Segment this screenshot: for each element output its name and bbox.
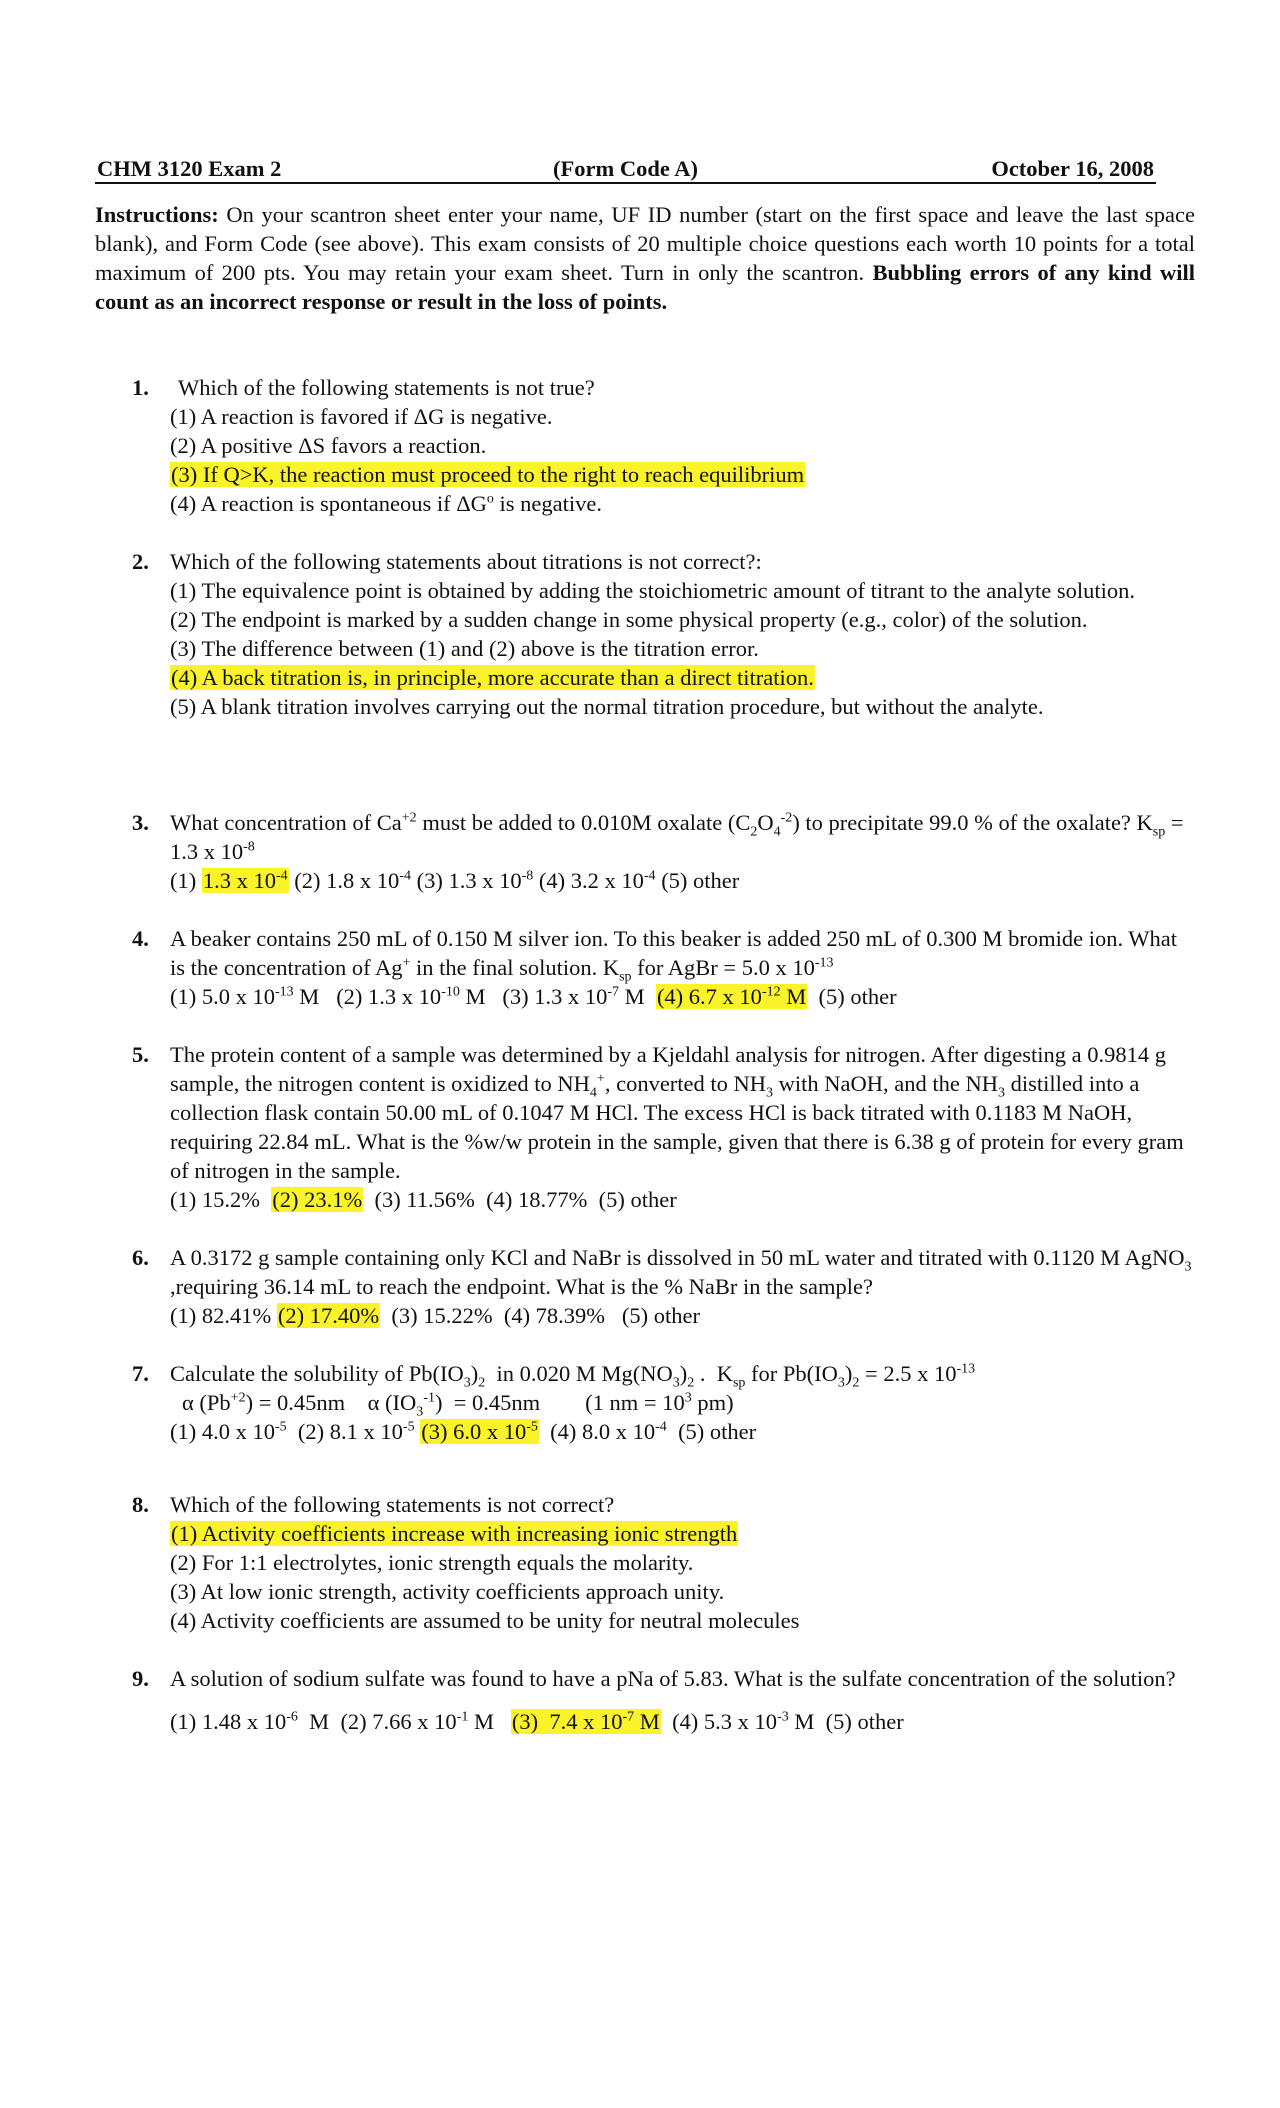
exam-header (95, 150, 1156, 184)
stem-text: for AgBr = 5.0 x 10 (631, 955, 815, 980)
option-2: (2) 1.8 x 10 (288, 868, 400, 893)
question-number: 1. (132, 375, 149, 400)
question-9 (132, 1664, 1192, 1736)
option-3-value: (3) 7.4 x 10 (511, 1709, 623, 1734)
option-5: M (5) other (788, 1709, 904, 1734)
question-6 (132, 1243, 1192, 1330)
question-number: 6. (132, 1245, 149, 1270)
question-stem (132, 1359, 1192, 1391)
option-2: (2) 1.3 x 10 (336, 984, 442, 1009)
option-3: (3) At low ionic strength, activity coefficients approach unity. (170, 1579, 725, 1604)
form-code: (Form Code A) (553, 156, 698, 181)
option-4 (132, 663, 1192, 692)
stem-text: must be added to 0.010M oxalate (C (416, 810, 751, 835)
subscript: 3 (416, 1404, 424, 1420)
charge-sup: -2 (780, 810, 793, 826)
highlighted-answer: (1) Activity coefficients increase with increasing ionic strength (171, 1521, 738, 1546)
unit: M (780, 984, 807, 1009)
exponent: -13 (956, 1361, 976, 1377)
stem-text: The protein content of a sample was determined by a Kjeldahl analysis for nitrogen. After digesting a 0.9814 g sample, the nitrogen content is oxidized to NH (170, 1042, 1166, 1096)
stem-text: for Pb(IO (745, 1361, 838, 1386)
alpha-text: pm) (691, 1390, 734, 1415)
charge-sup: +2 (401, 810, 417, 826)
stem-text: , converted to NH (604, 1071, 767, 1096)
option-5: (5) other (655, 868, 740, 893)
subscript: 4 (589, 1085, 597, 1101)
option-1: (1) 82.41% (170, 1303, 277, 1328)
question-stem (132, 1040, 1192, 1185)
question-number: 7. (132, 1361, 149, 1386)
highlighted-answer (656, 984, 807, 1009)
option-1 (132, 1519, 1192, 1548)
option-1-value: 1.3 x 10 (202, 868, 276, 893)
option-5: (5) A blank titration involves carrying out the normal titration procedure, but without the analyte. (170, 694, 1044, 719)
question-number: 5. (132, 1042, 149, 1067)
subscript: 2 (852, 1375, 860, 1391)
question-7 (132, 1359, 1192, 1446)
exponent: -3 (777, 1709, 789, 1725)
exponent: -4 (655, 1419, 667, 1435)
highlighted-answer (202, 868, 289, 893)
charge-sup: + (596, 1071, 605, 1087)
highlighted-answer: (3) If Q>K, the reaction must proceed to the right to reach equilibrium (171, 462, 805, 487)
question-1 (132, 373, 1192, 518)
question-3 (132, 808, 1192, 895)
highlighted-answer: (2) 17.40% (277, 1303, 380, 1328)
question-stem: Which of the following statements is not true? (178, 375, 595, 400)
question-number: 8. (132, 1492, 149, 1517)
exponent: -8 (521, 868, 534, 884)
option-1: (1) 4.0 x 10 (170, 1419, 275, 1444)
unit: M (619, 984, 656, 1009)
question-number: 9. (132, 1666, 149, 1691)
subscript: 2 (750, 824, 758, 840)
question-8 (132, 1490, 1192, 1635)
exponent: -5 (526, 1419, 538, 1435)
option-4: (4) Activity coefficients are assumed to be unity for neutral molecules (170, 1608, 800, 1633)
option-3: (3) 1.3 x 10 (502, 984, 608, 1009)
option-2: (2) The endpoint is marked by a sudden change in some physical property (e.g., color) of the solution. (170, 607, 1088, 632)
stem-text: A 0.3172 g sample containing only KCl and NaBr is dissolved in 50 mL water and titrated with 0.1120 M AgNO (170, 1245, 1185, 1270)
exponent: -12 (761, 984, 781, 1000)
option-2: (2) A positive ΔS favors a reaction. (170, 433, 487, 458)
exponent: -10 (441, 984, 460, 1000)
alpha-text: ) = 0.45nm (1 nm = 10 (434, 1390, 685, 1415)
charge-sup: -1 (423, 1390, 435, 1406)
subscript: 3 (837, 1375, 845, 1391)
option-4 (132, 489, 1192, 518)
alpha-text: ) = 0.45nm α (IO (245, 1390, 417, 1415)
unit: M (297, 1709, 341, 1734)
stem-text: in 0.020 M Mg(NO (485, 1361, 673, 1386)
exponent: -4 (399, 868, 411, 884)
exponent: -7 (622, 1709, 635, 1725)
options-line (132, 1707, 1192, 1736)
exponent: -5 (402, 1419, 415, 1435)
options-line (132, 982, 1192, 1011)
highlighted-answer: (2) 23.1% (272, 1187, 363, 1212)
highlighted-answer: (4) A back titration is, in principle, more accurate than a direct titration. (171, 665, 814, 690)
ksp-subscript: sp (1152, 824, 1166, 840)
unit: M (468, 1709, 506, 1734)
subscript: 3 (463, 1375, 471, 1391)
option-1: (1) 1.48 x 10 (170, 1709, 287, 1734)
subscript: 2 (687, 1375, 695, 1391)
options-line (132, 1301, 1192, 1330)
question-number: 3. (132, 810, 149, 835)
subscript: 3 (1184, 1259, 1192, 1275)
subscript: 3 (672, 1375, 680, 1391)
subscript: 2 (478, 1375, 486, 1391)
stem-text: ) to precipitate 99.0 % of the oxalate? K (792, 810, 1153, 835)
unit: M (459, 984, 503, 1009)
stem-text: ,requiring 36.14 mL to reach the endpoint. What is the % NaBr in the sample? (170, 1274, 873, 1299)
question-4 (132, 924, 1192, 1011)
subscript: 4 (773, 824, 781, 840)
exponent: -6 (286, 1709, 298, 1725)
option-3: (3) 1.3 x 10 (410, 868, 522, 893)
question-number: 4. (132, 926, 149, 951)
option-1: (1) 5.0 x 10 (170, 984, 275, 1009)
stem-text: distilled into a collection flask contain 50.00 mL of 0.1047 M HCl. The excess HCl is back titrated with 0.1183 M NaOH, requiring 22.84 mL. What is the %w/w protein in the sample, given that there is 6.38 g of protein for every gram of nitrogen in the sample. (170, 1071, 1184, 1183)
question-number: 2. (132, 549, 149, 574)
option-3-value: (3) 6.0 x 10 (421, 1419, 527, 1444)
stem-text: O (757, 810, 774, 835)
stem-text: in the final solution. K (410, 955, 620, 980)
question-stem (132, 808, 1192, 866)
highlighted-answer (420, 1419, 539, 1444)
option-4: (4) 8.0 x 10 (538, 1419, 656, 1444)
option-3: (3) The difference between (1) and (2) above is the titration error. (170, 636, 759, 661)
exponent: -8 (243, 839, 255, 855)
stem-text: . K (694, 1361, 733, 1386)
stem-text: with NaOH, and the NH (773, 1071, 998, 1096)
exponent: -5 (275, 1419, 287, 1435)
exponent: -4 (276, 868, 288, 884)
stem-text: ) (470, 1361, 479, 1386)
question-stem: A solution of sodium sulfate was found to have a pNa of 5.83. What is the sulfate concentration of the solution? (170, 1666, 1176, 1691)
options-line (132, 866, 1192, 895)
option-1: (1) 15.2% (170, 1187, 272, 1212)
other-options: (3) 11.56% (4) 18.77% (5) other (363, 1187, 677, 1212)
option-1-label: (1) (170, 868, 202, 893)
instructions-text: On your scantron sheet enter your name, UF ID number (start on the first space and leave the last space blank), and Form Code (see above). This exam consists of 20 multiple choice questions each worth 10 points for a total maximum of 200 pts. You may retain your exam sheet. Turn in only the scantron. (95, 202, 1196, 285)
question-stem (132, 924, 1192, 985)
exponent: -1 (456, 1709, 469, 1725)
option-4: (4) 5.3 x 10 (660, 1709, 778, 1734)
instructions-label: Instructions: (95, 202, 219, 227)
options-line (132, 1417, 1192, 1446)
other-options: (3) 15.22% (4) 78.39% (5) other (380, 1303, 701, 1328)
question-stem (132, 1243, 1192, 1301)
question-stem: Which of the following statements about titrations is not correct?: (170, 549, 762, 574)
option-2: (2) 8.1 x 10 (286, 1419, 403, 1444)
charge-sup: +2 (230, 1390, 246, 1406)
exponent: -4 (643, 868, 656, 884)
stem-text: What concentration of Ca (170, 810, 402, 835)
option-1: (1) The equivalence point is obtained by adding the stoichiometric amount of titrant to the analyte solution. (170, 578, 1135, 603)
stem-text: ) (679, 1361, 688, 1386)
question-stem: Which of the following statements is not correct? (170, 1492, 615, 1517)
charge-sup: + (402, 955, 411, 971)
stem-text: = 2.5 x 10 (859, 1361, 957, 1386)
option-2: (2) 7.66 x 10 (340, 1709, 457, 1734)
exam-date: October 16, 2008 (991, 156, 1154, 181)
option-5: (5) other (666, 1419, 757, 1444)
size-parameters-line (132, 1388, 1192, 1420)
ksp-subscript: sp (732, 1375, 746, 1391)
exponent: -13 (814, 955, 834, 971)
instructions-warning: Bubbling errors of any kind will count as an incorrect response or result in the loss of points. (95, 260, 1196, 314)
option-4-value: (4) 6.7 x 10 (656, 984, 762, 1009)
exponent: -13 (275, 984, 294, 1000)
option-2: (2) For 1:1 electrolytes, ionic strength equals the molarity. (170, 1550, 694, 1575)
highlighted-answer (511, 1709, 661, 1734)
alpha-text: α (Pb (182, 1390, 231, 1415)
course-title: CHM 3120 Exam 2 (97, 156, 282, 181)
exponent: -7 (607, 984, 620, 1000)
option-3 (132, 460, 1192, 489)
unit: M (634, 1709, 660, 1734)
unit: M (293, 984, 337, 1009)
option-4-tail: is negative. (493, 491, 603, 516)
instructions (95, 200, 1195, 316)
option-4-text: (4) A reaction is spontaneous if ΔG (170, 491, 487, 516)
exponent: 3 (684, 1390, 692, 1406)
ksp-subscript: sp (619, 969, 632, 985)
stem-text: ) (844, 1361, 853, 1386)
question-5 (132, 1040, 1192, 1214)
stem-text: A beaker contains 250 mL of 0.150 M silver ion. To this beaker is added 250 mL of 0.300 M bromide ion. What is the concentration of Ag (170, 926, 1178, 980)
subscript: 3 (998, 1085, 1005, 1101)
option-4: (4) 3.2 x 10 (533, 868, 644, 893)
option-5: (5) other (807, 984, 897, 1009)
degree-superscript: o (486, 491, 494, 507)
subscript: 3 (766, 1085, 774, 1101)
option-1: (1) A reaction is favored if ΔG is negative. (170, 404, 553, 429)
stem-text: = 1.3 x 10 (170, 810, 1184, 864)
options-line (132, 1185, 1192, 1214)
stem-text: Calculate the solubility of Pb(IO (170, 1361, 464, 1386)
question-2 (132, 547, 1192, 721)
